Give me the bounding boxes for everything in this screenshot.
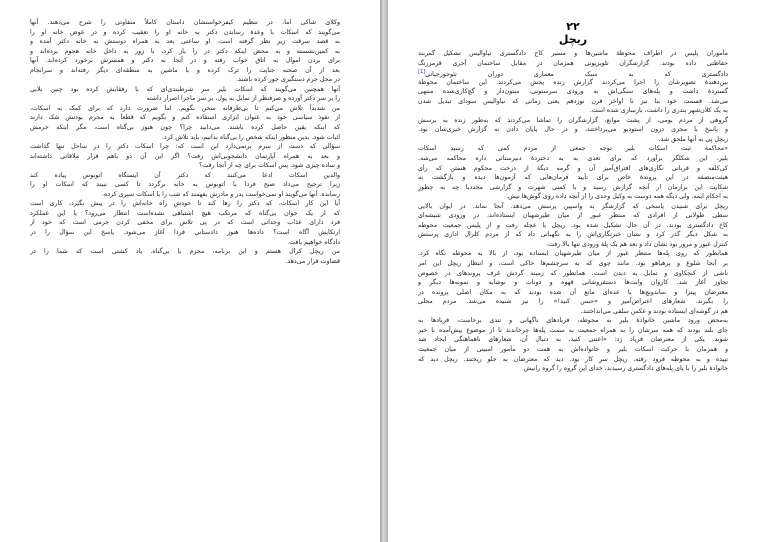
text-line-content: به قصد سرقت زیر نظر گرفته است. او ساعتی بعد به همراه دوستش به خانه دکتر آمده و: [30, 38, 340, 46]
text-line: [418, 211, 728, 221]
text-line: [30, 161, 340, 171]
text-line: [418, 202, 728, 212]
text-line: [30, 28, 340, 38]
text-line: [418, 183, 728, 193]
text-line: [418, 97, 728, 107]
text-line: [418, 230, 728, 240]
text-line: [30, 113, 340, 123]
text-line: [30, 56, 340, 66]
text-line: [30, 94, 340, 104]
text-line: [30, 66, 340, 76]
text-line: [418, 288, 728, 298]
text-line-content: معترضان پیتزا و ساندویچ‌ها با عده‌ای مانع آن شده بودند که به مکان اصلی پرونده در: [418, 288, 728, 296]
paragraph: [418, 144, 728, 201]
text-line: [30, 37, 340, 47]
text-line-content: هیئت‌منصفه در این پروندهٔ خاص برای تأیید فرمان‌هایی که آزمون‌ها دیده و بازگشت به: [418, 174, 728, 182]
text-line-content: از نفوذ سیاسی خود به عنوان ابزاری استفاده کنم و بگویم که قطعاً به مجرم بودنش شک دارند: [30, 114, 340, 122]
text-line-content: اثبات شود. بدین منظور اینکه شخص را بی‌گناه بدانیم، باید تلاش کرد.: [161, 133, 340, 141]
text-line-content: آنها همچنین می‌گویند که اسکات بلیر سر شرطبندی‌ای که با رفقایش کرده بود چنین بلایی: [30, 85, 340, 93]
text-line: [30, 180, 340, 190]
text-line: [30, 209, 340, 219]
text-line-content: در محل جرم دستگیری جور کرده باشند.: [235, 76, 340, 84]
text-line-content: که اینکه یقین حاصل کرده باشند. می‌دانید چرا؟ چون هنوز بی‌گناه است، مگر اینکه جرمش: [30, 124, 340, 132]
text-line: [30, 85, 340, 95]
paragraph: [418, 316, 728, 373]
text-line-content: بعد از آن صحنه جنایت را ترک کرده و با ماشین به منطقه‌ای دیگر رفته‌اند و سرانجام: [30, 66, 340, 74]
text-line-content: ناشی از کنجکاوی و تمایل به دیدن است. همانطور که زمینه گردش غرف پروندهای در خصوص: [418, 269, 728, 277]
text-line: [418, 192, 728, 202]
text-line: [30, 199, 340, 209]
text-line: [418, 240, 728, 250]
text-line: [418, 116, 728, 126]
paragraph: [30, 104, 340, 142]
text-line: [418, 345, 728, 355]
text-line-content: ریچل پی به آنها ملحق شد.: [658, 135, 728, 143]
text-line: [418, 259, 728, 269]
text-line-content: زیرا ترجیح می‌داد صبح فردا با اتوبوس به خانه برگردد تا کسی نبیند که اسکات او را: [30, 181, 340, 189]
paragraph: [30, 171, 340, 200]
text-line: [30, 152, 340, 162]
text-line-content: تپیده و به محوطه فرود رفته. ریچل سرِ کار بود. دید که معترضان به جلو ریختند. ریچل دید که: [418, 355, 728, 363]
text-line-content: را بگیرند. شعارهای اعتراض‌آمیز و «حبس کنید!» را نیز شنیده می‌شد. مردم محلی: [418, 298, 728, 306]
text-line: [30, 228, 340, 238]
text-line: [418, 154, 728, 164]
text-line: [30, 104, 340, 114]
text-line-content: سؤالی که دست از سرم برنمی‌دارد این است که: چرا اسکات دکتر را در ساحل تنها گذاشت: [30, 143, 340, 151]
paragraph: [418, 49, 728, 116]
text-line: [418, 335, 728, 345]
paragraph: [418, 249, 728, 316]
paragraph: [30, 85, 340, 104]
text-line: [30, 238, 340, 248]
paragraph: [30, 247, 340, 266]
text-line-content: که از یک جوان بی‌گناه که مرتکب هیچ اشتباهی نشده‌است انتظار می‌رود؟ یا این عملکرد: [30, 209, 340, 217]
text-line: [418, 278, 728, 288]
text-line: [418, 68, 728, 78]
chapter-number: ۲۲: [566, 20, 580, 33]
text-line-content: کنترل عبور و مرور بود نشان داد و بعد هم یک پلهٔ ورودی تنها بالا رفت.: [546, 240, 728, 248]
text-line: [418, 144, 728, 154]
text-line-content: همانطور که روی پله‌ها منتظر عبور از میان طیرشهبان ایستاده بود، از بالا به محوطه نگاه کرد.: [418, 250, 728, 258]
text-line-content: و بعد به همراه آپارتمان دانشجویی‌اش رفت؟ اگر این آن دو باهم قرار ملاقاتی داشته‌اند: [30, 152, 340, 160]
text-line: [418, 249, 728, 259]
text-line-content: رسانده. آنها می‌گویند او نمی‌خواست پدر و مادرش بفهمند که شب را با اسکات سپری کرده.: [101, 190, 340, 198]
text-line-content: گستردهٔ داشت و پله‌های سنگی‌اش به ورودی سرستونی، ستون‌دار و گچ‌کاری‌شده منتهی: [418, 88, 728, 96]
text-line-content: آیا این کار اسکات، که دکتر را رها کند تا خودش راه خانه‌اش را در پیش بگیرد، کاری است: [30, 200, 340, 208]
text-line-content: می‌شد. قسمت خود بنا نیز تا اواخر قرن نوزدهم یعنی زمانی که نیاوالیس سودای تبدیل شدن: [418, 97, 728, 105]
text-line-content: حفاظتی داده بودند. گزارشگران تلویزیونی همزمان در مقابل ساختمان آجری قرمزرنگ: [418, 59, 728, 67]
text-line: [418, 326, 728, 336]
text-line: [418, 355, 728, 365]
text-line-content: بین‌دهندهٔ تصویرشان را اجرا می‌کردند گزارش زنده پخش می‌کردند. این ساختمان محوطهٔ: [418, 78, 728, 86]
text-line-content: گروهی از مردم بومی، از پشت موانع، گزارشگران را تماشا می‌کردند که به‌طور زنده به برسش: [418, 116, 728, 124]
text-line: [418, 307, 728, 317]
text-line-content: می‌گویند که اسکات با وعدهٔ رساندن دکتر به خانه او را تعقیب کرده و در عوض خانه او را: [30, 28, 340, 36]
text-line-content: و ساده چیزی شود. پس اسکات برای چه از آنجا رفت؟: [198, 162, 340, 170]
text-line: [30, 142, 340, 152]
text-line-content: بر آنجا شلوغ و پرهیاهو بود. مانند چوی که به سرچشم‌ها حاکی است، و انتظار ریچل این امر: [418, 260, 728, 268]
text-line: [418, 173, 728, 183]
text-line-content: جای بلند بودند که همه سرشان را به همراه جمعیت به سمت پله‌ها چرخاندند تا از موضوع پیش‌آمده با خبر: [418, 326, 728, 334]
paragraph: [418, 202, 728, 250]
text-line-content: کاخ دادگستری بودند. در آن حال تشکیل شده بود. ریچل با عجله رفت و از پلیس جمعیت محوطه: [418, 221, 728, 229]
text-line: [30, 257, 340, 267]
footnote-marker[interactable]: [1]: [418, 69, 426, 76]
text-line-content: «محاکمهٔ ثبت اسکات بلیر توجه جمعی از مردم کمی که رسید اسکات: [418, 145, 728, 153]
paragraph: [30, 199, 340, 247]
text-line: [30, 218, 340, 228]
text-line-content: کی‌کلفه و قربانی نگاری‌های افتراق‌آمیز آن و گرمه دیگهٔ از درخت محکوم هستن که رأی: [418, 164, 728, 172]
paragraph: [30, 142, 340, 171]
text-line-content: فرد دارای عذاب وجدانی است که در پی تلاش برای مخفی کردن جرمی است که خود از: [30, 219, 340, 227]
text-line-content: برای بردن اموال به اتاق خواب رفته و در آنجا به دکتر و همسرش برخورد کرده‌اند. آنها: [30, 57, 340, 65]
book-gutter: [380, 0, 388, 542]
right-page: [388, 0, 768, 542]
text-line-content: و همزمان با حرکت اسکات بلیر و خانواده‌اش به همت دو مأمور امنیتی از میان جمعیت: [418, 345, 728, 353]
text-line: [30, 18, 340, 28]
text-line-content: خانوادهٔ بلیر را با پای پله‌های دادگستری رسیدند، خدای این گروه را گروه رانیش: [523, 365, 728, 373]
text-line-content: هم در گوشه‌ای ایستاده بودند و عکس سلفی می‌انداختند.: [580, 307, 728, 315]
text-line-content: وکلای شاکی اما، در تنظیم کیفرخواستشان داستان کاملاً متفاوتی را شرح می‌دهند. آنها: [30, 19, 340, 26]
text-line: [418, 78, 728, 88]
text-line: [418, 87, 728, 97]
text-line-content: بلیر، این شکلگر برآورد که برای تعدی به به دختردهٔ دبیرستانی داره محاکمه می‌شه.: [418, 155, 728, 163]
text-line-content: به یک کلان‌شهر بندری را داشت، بازسازی شده است.: [589, 107, 728, 115]
text-line: [418, 269, 728, 279]
text-line: [418, 106, 728, 116]
text-line: [30, 123, 340, 133]
text-line-content: مأموران پلیس در اطراف محوطهٔ ماشین‌ها و مسیر کاخ دادگستری نیاوالیس تشکیل گمربند: [418, 50, 728, 57]
text-line: [30, 75, 340, 85]
right-page-body: [418, 49, 728, 374]
text-line-content: تجاوز آغاز شد. کاروان وانت‌ها دستفروشانی قهوه و دونات و نوشابه و نمونه‌ها دیگر و: [418, 279, 728, 287]
text-line: [418, 297, 728, 307]
text-line-content: ارتکابش آگاه است؟ داده‌ها هنوز دادستانی فردا آغاز می‌شود. پاسخ این سؤال را در: [30, 229, 340, 237]
text-line-content: ریچل برای شنیدن پاسخی که گزارشگر به واسپین پرسش می‌دهد. آنجا نماند. در ایوان بالایی: [418, 202, 728, 210]
text-line-content: به احکام ایمه. ولی دیگه همه دوست به وکیل وحدی را از آنچه داده روی گوش‌ها نیش.: [506, 193, 728, 201]
text-line: [418, 364, 728, 374]
text-line-content: شوند. یکی از معترضان فریاد زد: «اعتنی کنید، به دنبال آن، شعارهای ناهماهنگی ایجاد شد: [418, 336, 728, 344]
text-line: [30, 47, 340, 57]
left-page-body: [30, 18, 340, 266]
text-line-content: و پاسخ با مجری درون استودیو می‌پرداختند، و در حال پایان دادن به گزارش خبری‌شان بود.: [418, 126, 728, 134]
text-line-content: من شدیداً تلاش می‌کنم تا بی‌طرفانه سخن بگویم. اما ضرورت دارد که برای کمک به اسکات،: [30, 104, 340, 112]
text-line: [418, 125, 728, 135]
text-line-content: دادگستری که به سبک معماری دوران تئوجورجیانی: [425, 71, 728, 78]
text-line-content: را بر سر دکتر آورده و صرفنظر از تمایل به پول، بر سر ماجرا اصرار داشته: [146, 95, 340, 103]
text-line: [418, 164, 728, 174]
text-line-content: سطی طولانی از افرادی که منتظر عبور از میان طیرشهبان ایستاده‌اند، در ورودی شیشه‌ای: [418, 212, 728, 220]
text-line-content: دادگاه خواهیم یافت.: [287, 238, 340, 246]
text-line-content: به کمین‌نشسته و به محض اینکه دکتر در را باز کرد، با زور به داخل خانه هجوم برده‌اند و: [30, 47, 340, 55]
paragraph: [30, 18, 340, 85]
text-line: [30, 190, 340, 200]
text-line-content: قضاوت قرار می‌دهد.: [285, 257, 340, 265]
left-page: [0, 0, 380, 542]
text-line: [418, 316, 728, 326]
text-line: [418, 221, 728, 231]
text-line-content: والدین اسکات ادعا می‌کنند که دکتر آن ایستگاه اتوبوس پیاده کند: [30, 171, 340, 179]
text-line: [418, 59, 728, 69]
chapter-title: ریچل: [558, 33, 588, 46]
text-line: [30, 171, 340, 181]
text-line-content: شکایت این بزارمان ار آنچه گزارش رسید و با کسی شهرت و گزارشی مجددیا چه به چطورِ: [418, 183, 728, 191]
text-line-content: به‌محض ورود ماشین خانوادهٔ بلیر به محوطه، فریادهای ناگهانی و تندی برخاست، فریادها به: [418, 317, 728, 325]
text-line: [418, 49, 728, 59]
text-line: [30, 133, 340, 143]
text-line: [418, 135, 728, 145]
text-line: [30, 247, 340, 257]
text-line-content: به شکل دیگر گذر کرد و نشان خبرنگاری‌اش را به نگهبانی داد که از مردم کلرال اداری پرستش: [418, 231, 728, 239]
paragraph: [418, 116, 728, 145]
text-line-content: من ریچل کرال هستم و این برنامه، مجرم یا بی‌گناه. یاد کشتی است که شما را در: [30, 248, 340, 256]
